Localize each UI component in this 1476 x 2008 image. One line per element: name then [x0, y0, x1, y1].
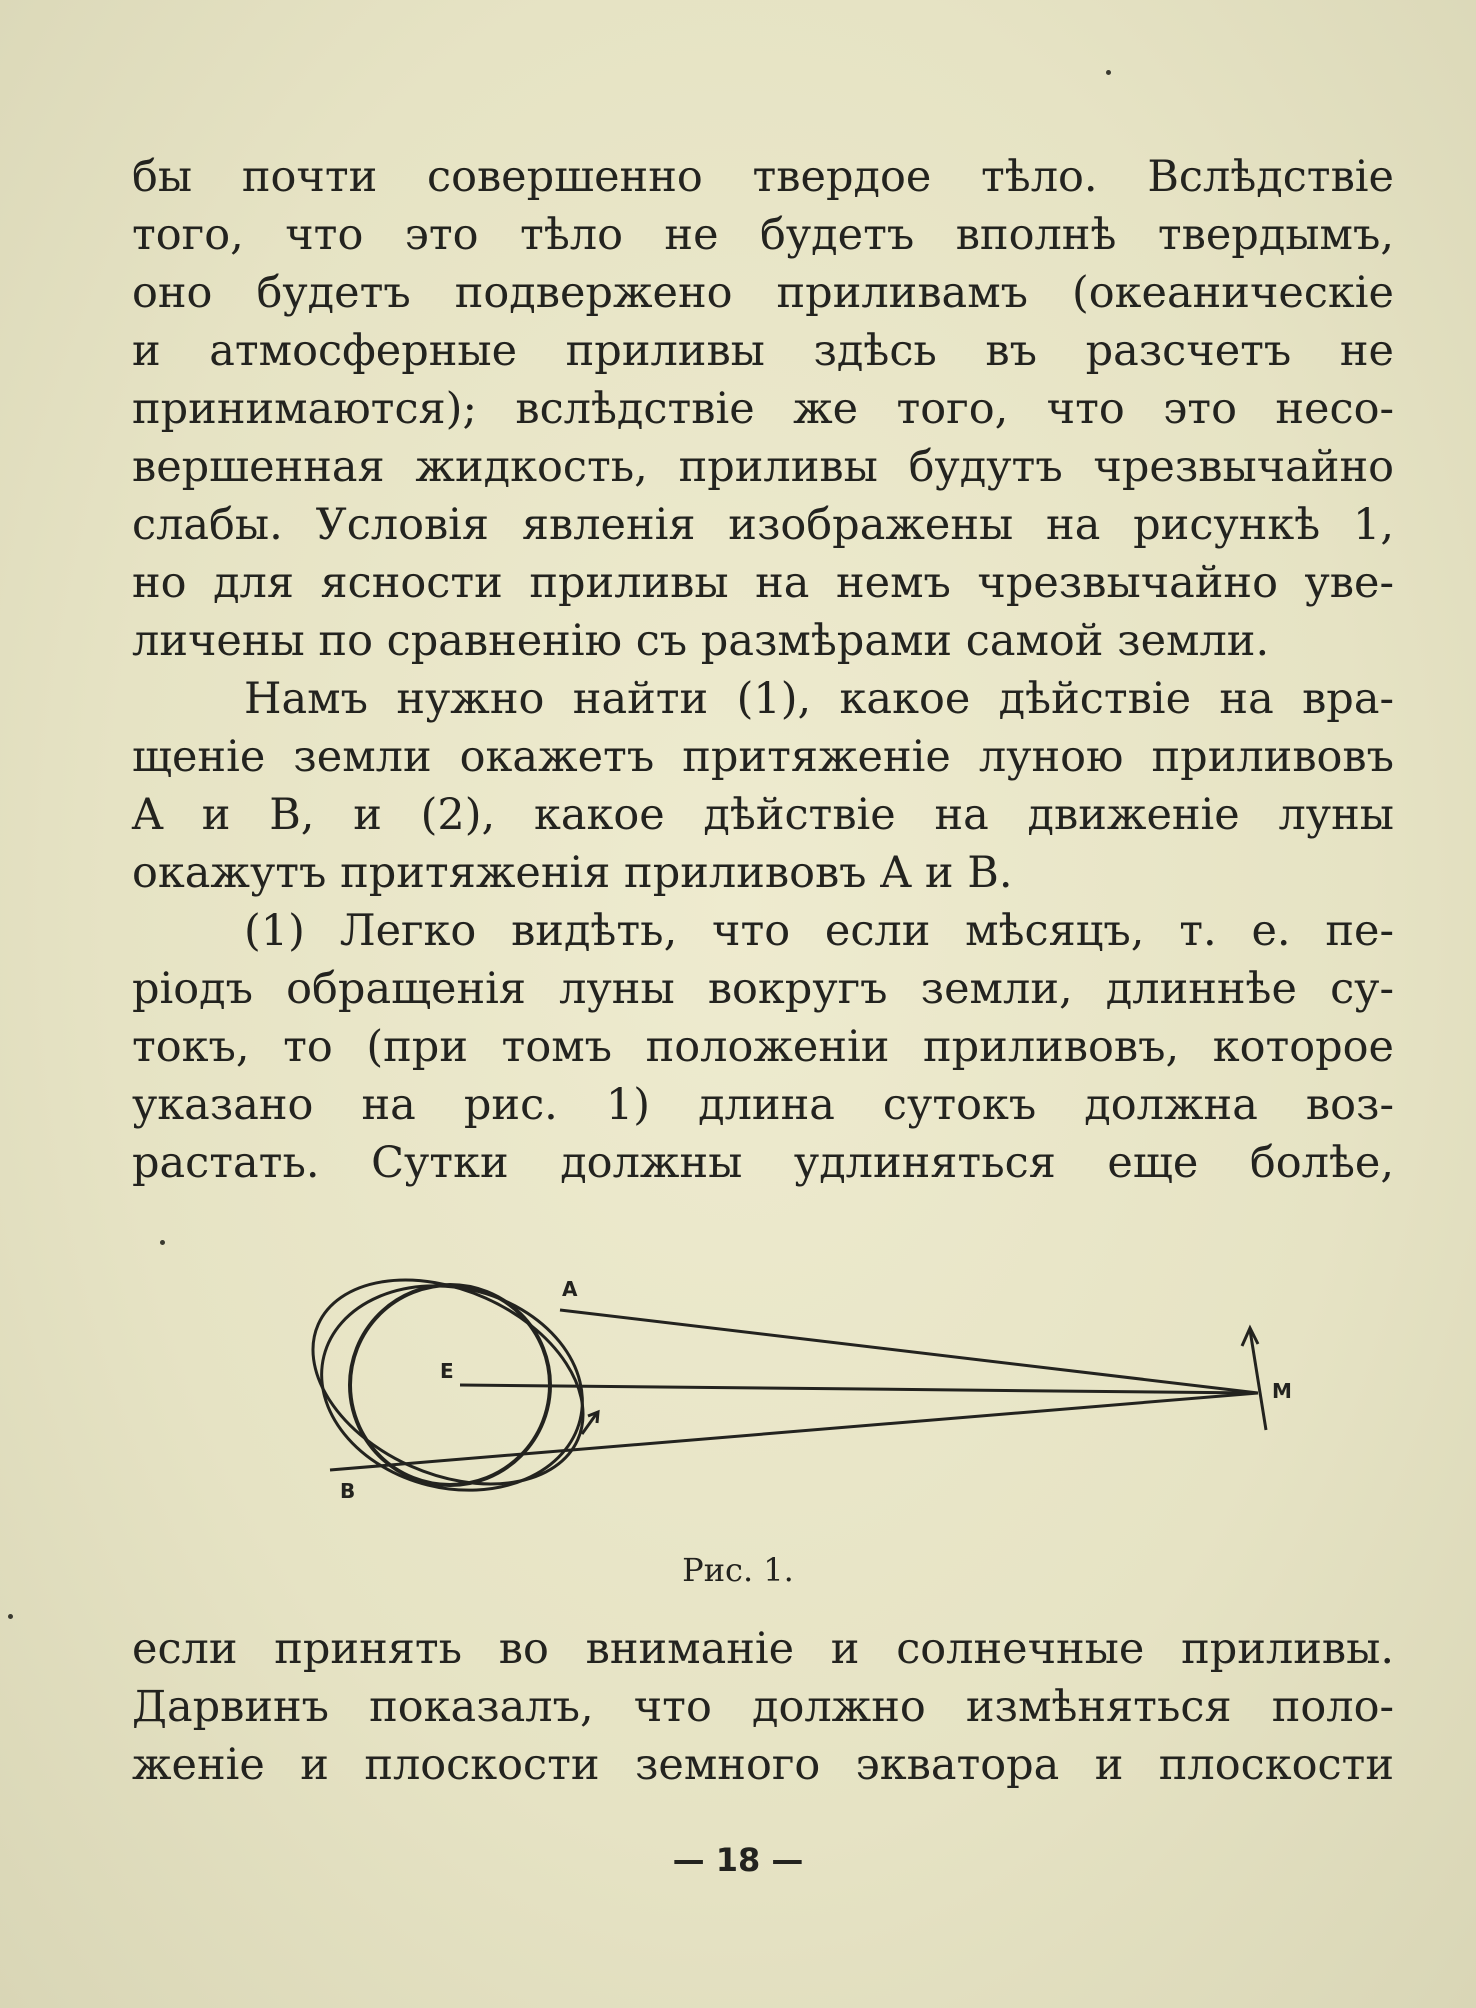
moon-motion-line: [1250, 1330, 1266, 1430]
text-line: того, что это тѣло не будетъ вполнѣ твердымъ,: [132, 210, 1394, 260]
text-line: но для ясности приливы на немъ чрезвычайно уве-: [132, 558, 1394, 608]
text-line: личены по сравненію съ размѣрами самой земли.: [132, 616, 1270, 666]
text-line: женіе и плоскости земного экватора и плоскости: [132, 1740, 1394, 1790]
text-line: вершенная жидкость, приливы будутъ чрезвычайно: [132, 442, 1394, 492]
page-number: — 18 —: [672, 1841, 804, 1879]
text-line: бы почти совершенно твердое тѣло. Вслѣдствіе: [132, 152, 1394, 202]
label-a: A: [562, 1277, 578, 1301]
text-line: растать. Сутки должны удлиняться еще болѣе,: [132, 1138, 1394, 1188]
main-text-bottom: [132, 1620, 1394, 1794]
text-line: слабы. Условія явленія изображены на рисункѣ 1,: [132, 500, 1394, 550]
label-m: M: [1272, 1379, 1292, 1403]
figure-caption: Рис. 1.: [682, 1551, 794, 1589]
tide-a-line: [560, 1310, 1258, 1393]
tidal-ellipse: [300, 1270, 615, 1510]
tidal-ellipse-outer: [300, 1270, 604, 1510]
text-line: указано на рис. 1) длина сутокъ должна воз-: [132, 1080, 1394, 1130]
text-line: и атмосферные приливы здѣсь въ разсчетъ не: [132, 326, 1394, 376]
text-line: оно будетъ подвержено приливамъ (океаническіе: [132, 268, 1394, 318]
text-line: Намъ нужно найти (1), какое дѣйствіе на вра-: [244, 674, 1394, 724]
paper-speck: [8, 1614, 13, 1619]
text-line: окажутъ притяженія приливовъ A и B.: [132, 848, 1013, 898]
figure-1-diagram: [300, 1270, 1300, 1510]
label-b: B: [340, 1479, 356, 1503]
tide-b-line: [330, 1393, 1258, 1470]
text-line: принимаются); вслѣдствіе же того, что это несо-: [132, 384, 1394, 434]
main-text-top: [132, 148, 1394, 1192]
text-line: токъ, то (при томъ положеніи приливовъ, которое: [132, 1022, 1394, 1072]
text-line: если принять во вниманіе и солнечные приливы.: [132, 1624, 1394, 1674]
text-line: ріодъ обращенія луны вокругъ земли, длиннѣе су-: [132, 964, 1394, 1014]
label-e: E: [440, 1359, 454, 1383]
paper-speck: [1106, 70, 1111, 75]
text-line: щеніе земли окажетъ притяженіе луною приливовъ: [132, 732, 1394, 782]
text-line: (1) Легко видѣть, что если мѣсяцъ, т. е. пе-: [244, 906, 1394, 956]
text-line: A и B, и (2), какое дѣйствіе на движеніе луны: [132, 790, 1394, 840]
text-line: Дарвинъ показалъ, что должно измѣняться поло-: [132, 1682, 1394, 1732]
paper-speck: [160, 1240, 165, 1245]
